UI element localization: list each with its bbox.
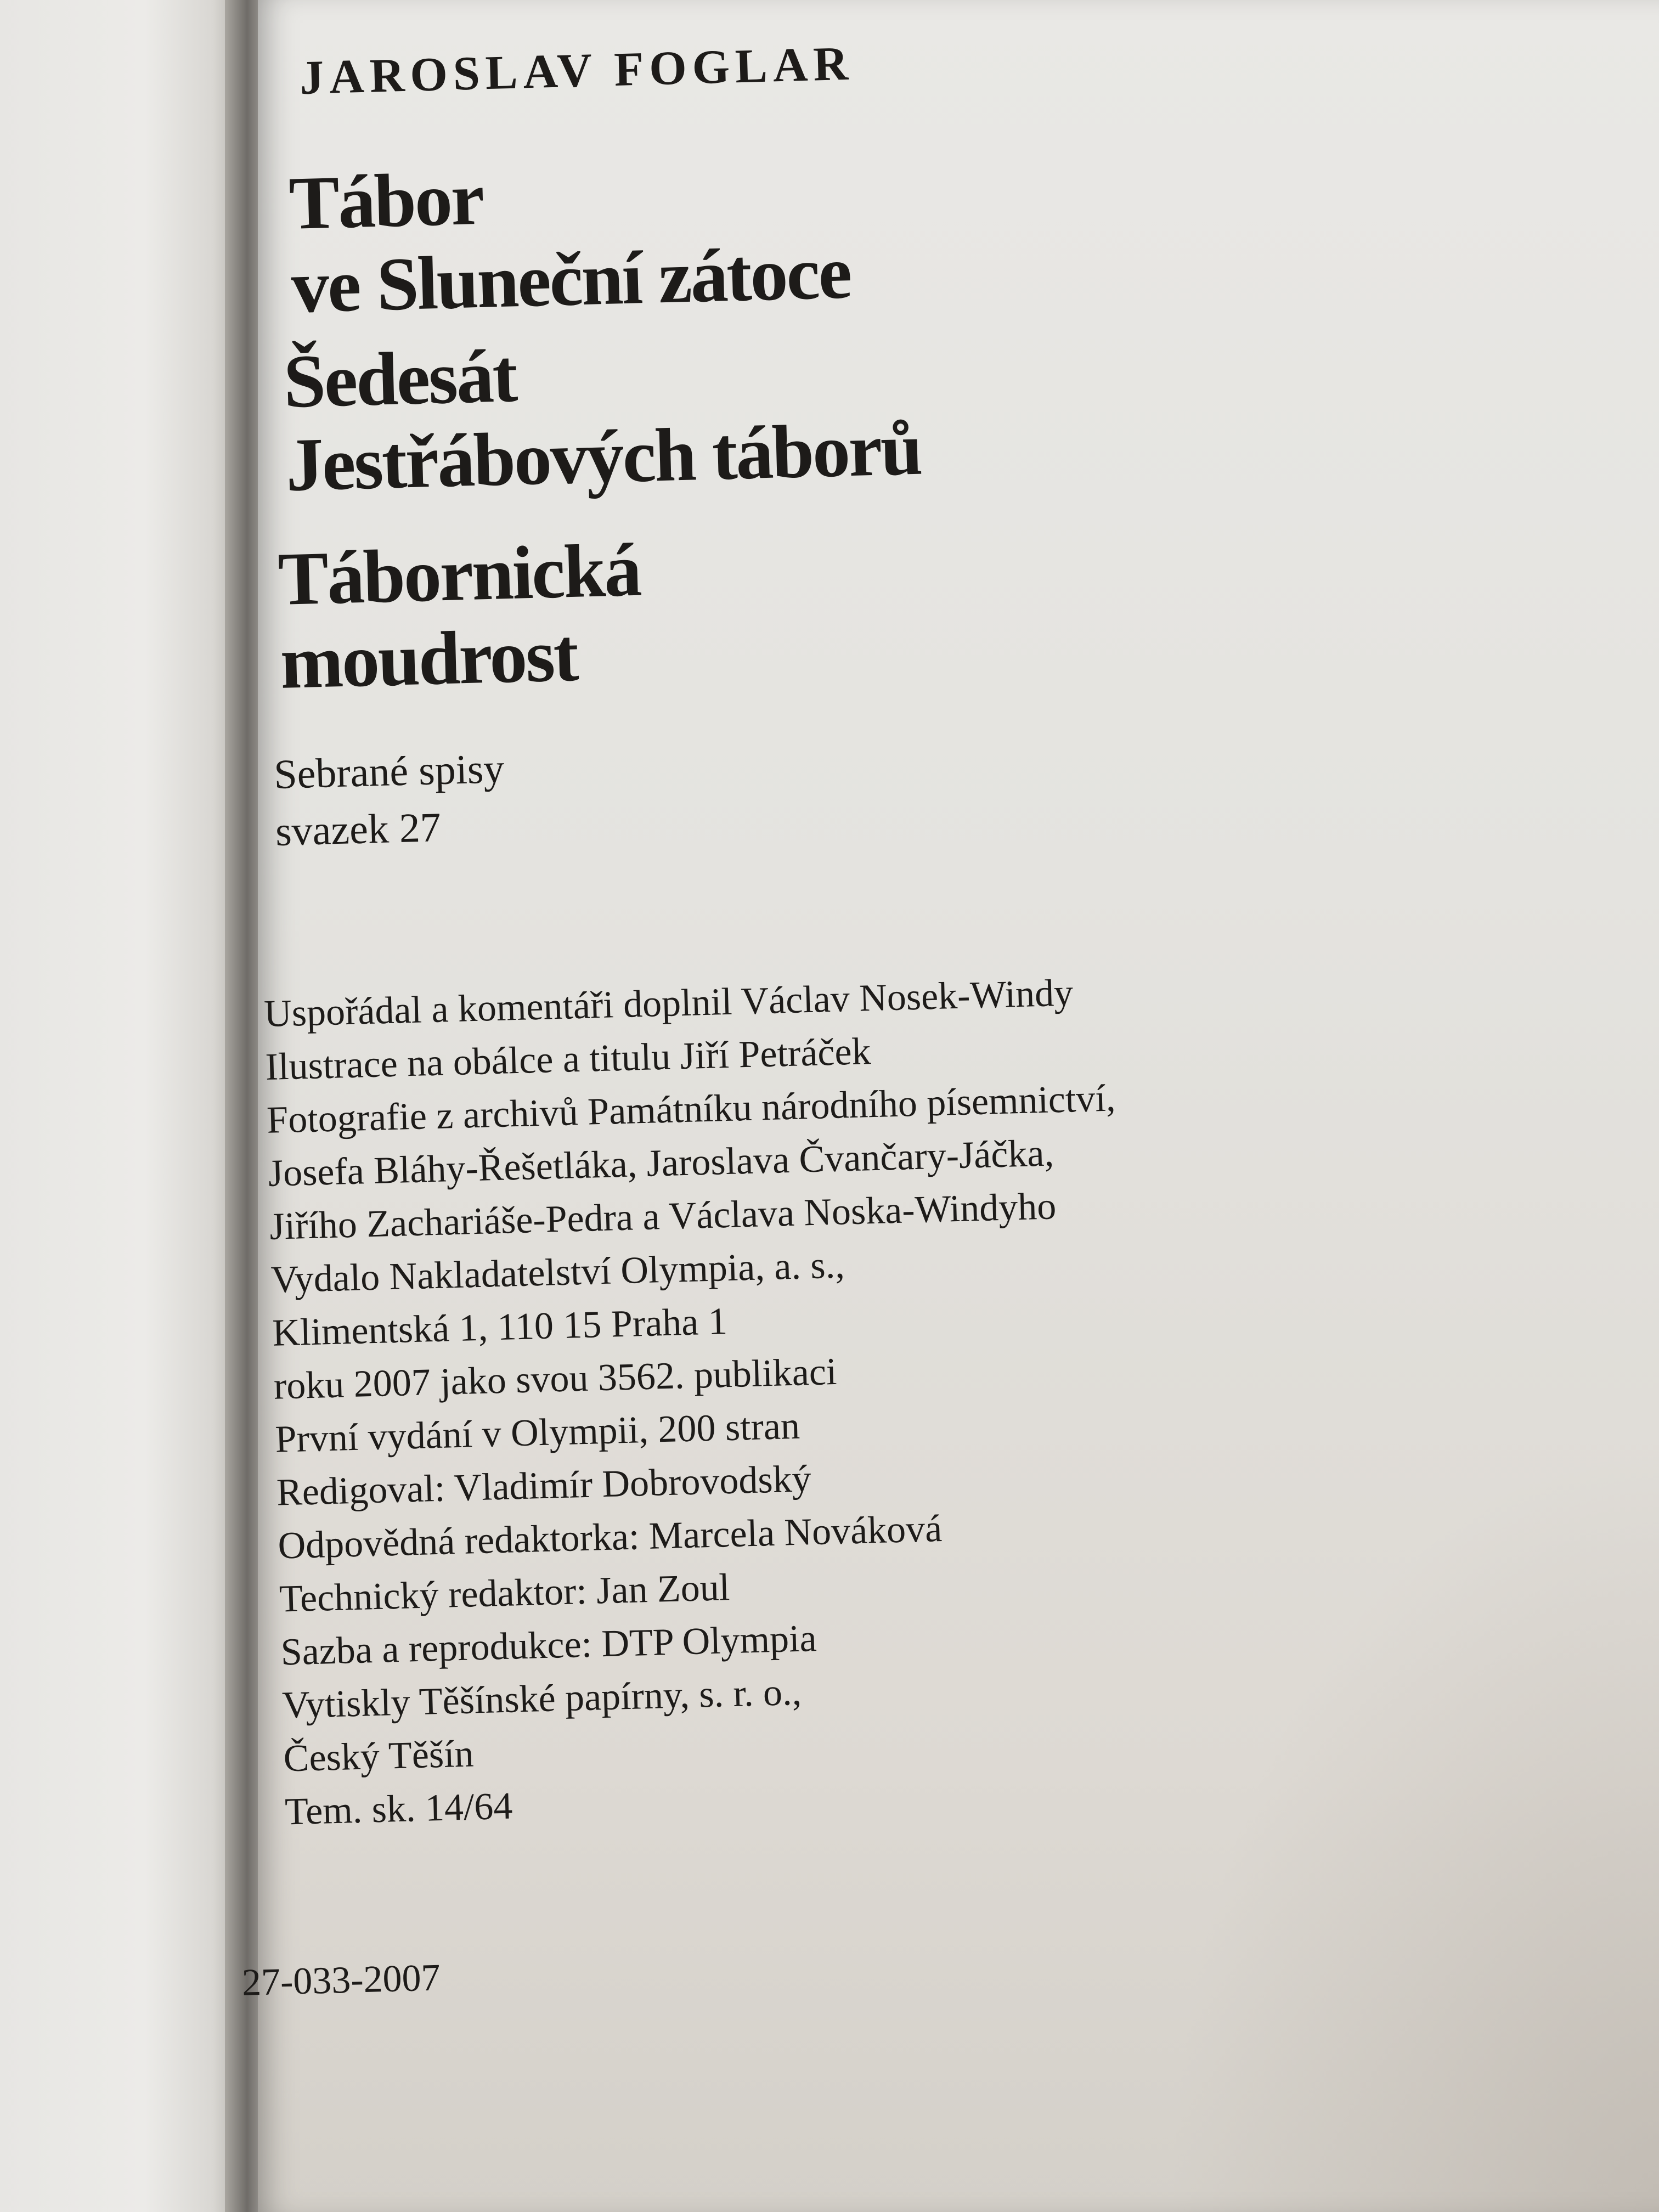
colophon-line: Vytiskly Těšínské papírny, s. r. o., <box>281 1671 802 1727</box>
book-code: 27-033-2007 <box>241 1956 441 2004</box>
colophon-line: Klimentská 1, 110 15 Praha 1 <box>272 1300 728 1355</box>
colophon-line: Odpovědná redaktorka: Marcela Nováková <box>277 1507 943 1567</box>
title-1-line-2: ve Sluneční zátoce <box>290 230 851 329</box>
colophon <box>263 965 1135 1838</box>
colophon-line: První vydání v Olympii, 200 stran <box>274 1404 800 1461</box>
colophon-line: Ilustrace na obálce a titulu Jiří Petráček <box>264 1030 872 1088</box>
series-volume: svazek 27 <box>274 804 442 855</box>
colophon-line: Fotografie z archivů Památníku národního písemnictví, <box>266 1077 1116 1142</box>
title-3 <box>277 528 644 704</box>
title-3-line-1: Tábornická <box>276 527 641 621</box>
colophon-line: Jiřího Zachariáše-Pedra a Václava Noska-Windyho <box>269 1185 1057 1248</box>
page-shadow <box>1165 1444 1659 2212</box>
colophon-line: roku 2007 jako svou 3562. publikaci <box>273 1350 838 1408</box>
colophon-line: Uspořádal a komentáři doplnil Václav Nosek-Windy <box>263 972 1074 1035</box>
title-1 <box>288 147 851 329</box>
colophon-line: Redigoval: Vladimír Dobrovodský <box>276 1458 812 1514</box>
colophon-line: Josefa Bláhy-Řešetláka, Jaroslava Čvančary-Jáčka, <box>267 1132 1054 1195</box>
left-facing-page <box>0 0 241 2212</box>
title-2-line-1: Šedesát <box>282 333 517 424</box>
title-3-line-2: moudrost <box>279 612 578 704</box>
colophon-line: Český Těšín <box>283 1733 475 1780</box>
series-name: Sebrané spisy <box>273 746 505 798</box>
series-info <box>273 740 506 860</box>
colophon-line: Sazba a reprodukce: DTP Olympia <box>280 1617 817 1674</box>
title-1-line-1: Tábor <box>287 156 484 245</box>
title-2-line-2: Jestřábových táborů <box>284 406 922 507</box>
colophon-line: Vydalo Nakladatelství Olympia, a. s., <box>270 1244 845 1301</box>
colophon-line: Tem. sk. 14/64 <box>284 1785 514 1833</box>
author-name: JAROSLAV FOGLAR <box>299 37 855 105</box>
colophon-line: Technický redaktor: Jan Zoul <box>279 1566 731 1621</box>
title-2 <box>283 324 922 507</box>
